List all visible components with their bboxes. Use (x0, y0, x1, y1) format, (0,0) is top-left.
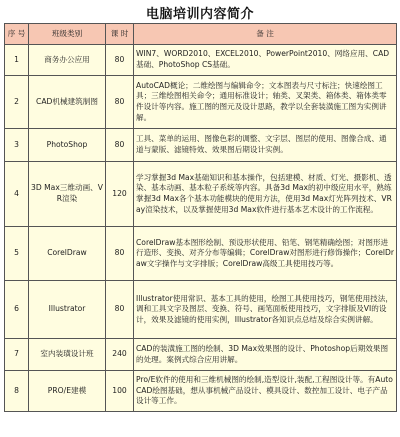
row-category: 室内装璜设计班 (29, 339, 106, 371)
table-row (5, 371, 397, 412)
row-note: CorelDraw基本图形绘制、预设形状使用、铅笔、钢笔精确绘图；对图形进行造形、变换、对齐分布等编辑；CorelDraw对图形进行修饰操作；CorelDraw文字操作与文字排版；CorelDraw高级工具使用技巧等。 (134, 227, 397, 281)
table-row (5, 45, 397, 76)
header-no: 序 号 (5, 24, 29, 45)
course-table (4, 23, 397, 412)
document-title: 电脑培训内容简介 (145, 7, 254, 22)
table-row (5, 129, 397, 162)
row-category: Illustrator (29, 281, 106, 339)
row-note: Pro/E软件的使用和三维机械图的绘制,造型设计,装配,工程图设计等。有AutoCAD绘图基础，想从事机械产品设计、模具设计、数控加工设计、电子产品设计等工作。 (134, 371, 397, 412)
row-days: 120 (106, 162, 134, 227)
table-row (5, 162, 397, 227)
header-category: 班级类别 (29, 24, 106, 45)
header-note: 备 注 (134, 24, 397, 45)
row-no: 8 (5, 371, 29, 412)
row-note: AutoCAD概论；二维绘图与编辑命令；文本图表与尺寸标注；快速绘图工具；三维绘图相关命令；通用标准设计；轴类、叉架类、箱体类、箱体类零件设计等内容。施工图的图元及设计思路，教学以全套装潢施工图为实例讲解。 (134, 76, 397, 129)
row-category: 3D Max三维动画、VR渲染 (29, 162, 106, 227)
row-note: Illustrator使用常识、基本工具的使用，绘图工具使用技巧，钢笔使用技法，调和工具文字及图层、变换、符号、画笔面板使用技巧，文字排版及VI的设计，效果及滤镜的使用实例，Illustrator各知识点总结及综合实例讲解。 (134, 281, 397, 339)
table-row (5, 281, 397, 339)
header-days: 课 时 (106, 24, 134, 45)
row-days: 80 (106, 45, 134, 76)
row-no: 1 (5, 45, 29, 76)
table-row (5, 76, 397, 129)
row-days: 100 (106, 371, 134, 412)
row-no: 6 (5, 281, 29, 339)
row-note: 学习掌握3d Max基础知识和基本操作，包括建模、材质、灯光、摄影机、透染、基本动画、基本粒子系统等内容。具备3d Max的初中级应用水平，熟练掌握3d Max各个基本功能模块的使用方法，使用3d Max灯光阵列技术、VRay渲染技术，以及掌握使用3d Max软件进行基本艺术设计的工作流程。 (134, 162, 397, 227)
row-category: CAD机械建筑制图 (29, 76, 106, 129)
row-note: 工具、菜单的运用、图像色彩的调整、文字层、图层的使用、图像合成、通道与蒙版、滤镜特效、效果图后期设计实例。 (134, 129, 397, 162)
row-days: 80 (106, 227, 134, 281)
row-note: WIN7、WORD2010、EXCEL2010、PowerPoint2010、网络应用、CAD基础、PhotoShop CS基础。 (134, 45, 397, 76)
row-no: 7 (5, 339, 29, 371)
row-no: 3 (5, 129, 29, 162)
row-days: 240 (106, 339, 134, 371)
row-no: 4 (5, 162, 29, 227)
row-note: CAD的装潢施工图的绘制、3D Max效果图的设计、Photoshop后期效果图的处理。案例式综合应用讲解。 (134, 339, 397, 371)
row-days: 80 (106, 76, 134, 129)
row-category: PRO/E建模 (29, 371, 106, 412)
row-no: 2 (5, 76, 29, 129)
table-row (5, 227, 397, 281)
row-category: PhotoShop (29, 129, 106, 162)
row-category: CorelDraw (29, 227, 106, 281)
row-days: 80 (106, 129, 134, 162)
row-category: 商务办公应用 (29, 45, 106, 76)
table-header-row (5, 24, 397, 45)
table-row (5, 339, 397, 371)
row-days: 80 (106, 281, 134, 339)
row-no: 5 (5, 227, 29, 281)
